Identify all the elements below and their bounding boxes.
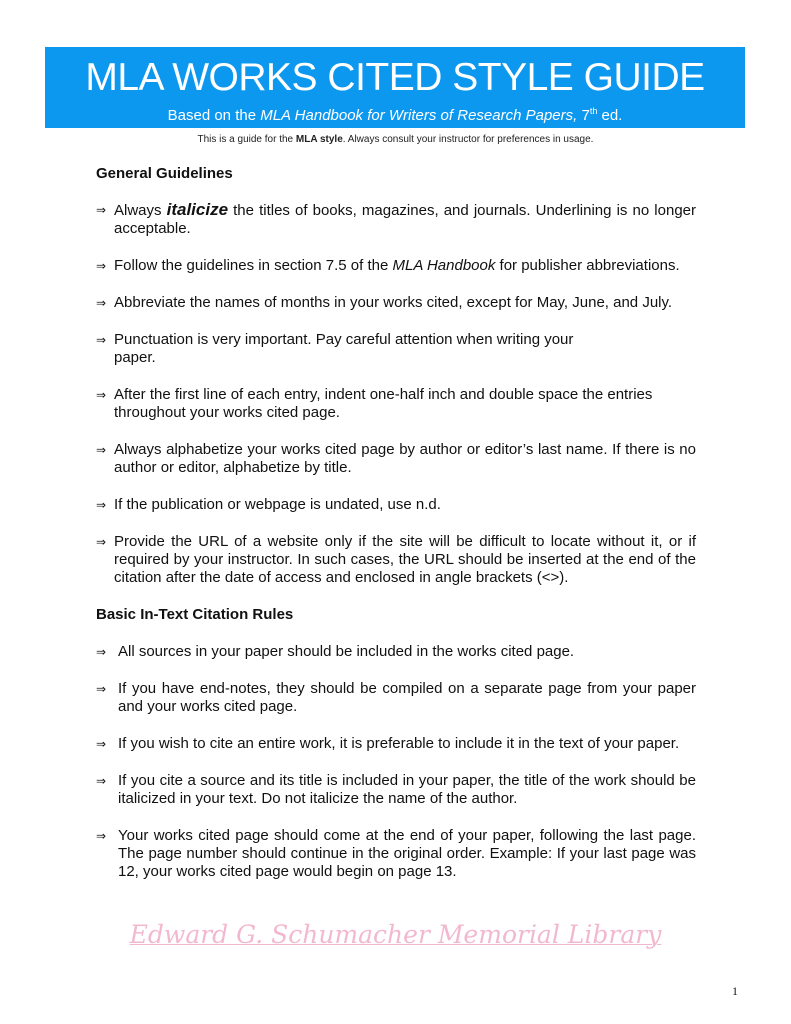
arrow-icon: ⇒	[96, 259, 107, 273]
guideline-item: ⇒ Follow the guidelines in section 7.5 of the MLA Handbook for publisher abbreviations.	[96, 257, 680, 274]
citation-rule-item: ⇒ If you cite a source and its title is included in your paper, the title of the work should be italicized in your text. Do not italicize the name of the author.	[96, 772, 696, 807]
guideline-item: ⇒ Always alphabetize your works cited page by author or editor’s last name. If there is no author or editor, alphabetize by title.	[96, 441, 696, 476]
arrow-icon: ⇒	[96, 829, 107, 843]
guideline-item: ⇒ Punctuation is very important. Pay careful attention when writing your paper.	[96, 331, 574, 366]
citation-rule-item: ⇒ If you have end-notes, they should be compiled on a separate page from your paper and your works cited page.	[96, 680, 696, 715]
guideline-item: ⇒ If the publication or webpage is undated, use n.d.	[96, 496, 441, 513]
page-number: 1	[732, 984, 738, 998]
arrow-icon: ⇒	[96, 682, 107, 696]
citation-rule-item: ⇒ Your works cited page should come at the end of your paper, following the last page. The page number should continue in the original order. Example: If your last page was 12, your works cited page would begin on page 13.	[96, 827, 696, 880]
library-footer: Edward G. Schumacher Memorial Library	[129, 920, 662, 949]
arrow-icon: ⇒	[96, 774, 107, 788]
arrow-icon: ⇒	[96, 203, 107, 217]
guideline-item: ⇒ Always italicize the titles of books, magazines, and journals. Underlining is no longer acceptable.	[96, 200, 696, 237]
citation-rule-item: ⇒ All sources in your paper should be included in the works cited page.	[96, 643, 575, 660]
title-banner	[45, 47, 745, 128]
page-subtitle: Based on the MLA Handbook for Writers of Research Papers, 7th ed.	[167, 106, 623, 124]
intext-citation-heading: Basic In-Text Citation Rules	[96, 606, 294, 623]
arrow-icon: ⇒	[96, 498, 107, 512]
disclaimer: This is a guide for the MLA style. Always consult your instructor for preferences in usage.	[197, 134, 594, 145]
page-title: MLA WORKS CITED STYLE GUIDE	[85, 56, 705, 99]
arrow-icon: ⇒	[96, 443, 107, 457]
general-guidelines-heading: General Guidelines	[96, 165, 233, 182]
arrow-icon: ⇒	[96, 388, 107, 402]
arrow-icon: ⇒	[96, 296, 107, 310]
citation-rule-item: ⇒ If you wish to cite an entire work, it is preferable to include it in the text of your paper.	[96, 735, 680, 752]
main-content	[96, 165, 696, 881]
guideline-item: ⇒ After the first line of each entry, indent one-half inch and double space the entries throughout your works cited page.	[96, 386, 653, 421]
arrow-icon: ⇒	[96, 645, 107, 659]
guideline-item: ⇒ Provide the URL of a website only if the site will be difficult to locate without it, or if required by your instructor. In such cases, the URL should be inserted at the end of the citation after the date of access and enclosed in angle brackets (<>).	[96, 533, 696, 586]
guideline-item: ⇒ Abbreviate the names of months in your works cited, except for May, June, and July.	[96, 294, 673, 311]
arrow-icon: ⇒	[96, 535, 107, 549]
arrow-icon: ⇒	[96, 737, 107, 751]
arrow-icon: ⇒	[96, 333, 107, 347]
